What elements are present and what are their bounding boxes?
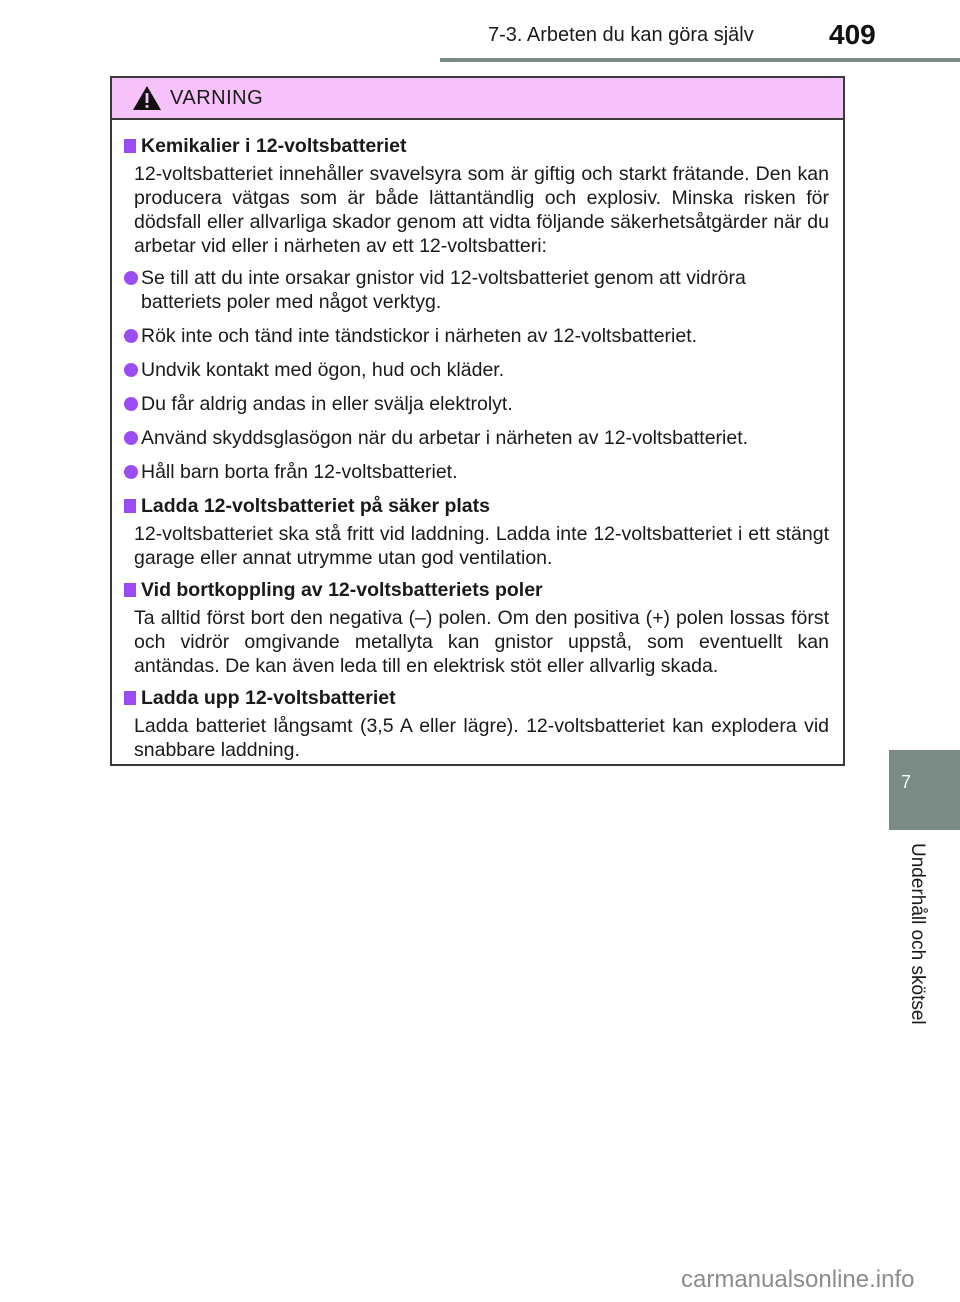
list-item: Undvik kontakt med ögon, hud och kläder. <box>124 358 829 382</box>
header-divider <box>440 58 960 62</box>
list-item: Se till att du inte orsakar gnistor vid 12-voltsbatteriet genom att vidröra batteriets poler med något verktyg. <box>124 266 829 314</box>
chapter-number: 7 <box>901 772 912 792</box>
square-bullet-icon <box>124 691 136 705</box>
section-paragraph: Ladda batteriet långsamt (3,5 A eller lägre). 12-voltsbatteriet kan explodera vid snabbare laddning. <box>134 715 829 761</box>
warning-body <box>112 120 843 762</box>
warning-title: VARNING <box>170 86 264 109</box>
circle-bullet-icon <box>124 465 138 479</box>
chapter-label: Underhåll och skötsel <box>907 843 928 1025</box>
list-item: Håll barn borta från 12-voltsbatteriet. <box>124 460 829 484</box>
circle-bullet-icon <box>124 271 138 285</box>
square-bullet-icon <box>124 499 136 513</box>
warning-header <box>112 78 843 120</box>
chapter-tab <box>889 750 960 830</box>
circle-bullet-icon <box>124 397 138 411</box>
circle-bullet-icon <box>124 431 138 445</box>
square-bullet-icon <box>124 583 136 597</box>
circle-bullet-icon <box>124 329 138 343</box>
section-paragraph: 12-voltsbatteriet innehåller svavelsyra som är giftig och starkt frätande. Den kan producera vätgas som är både lättantändlig och explosiv. Minska risken för dödsfall eller allvarliga skador genom att vidta följande säkerhetsåtgärder när du arbetar vid eller i närheten av ett 12-voltsbatteri: <box>134 163 829 257</box>
list-item: Du får aldrig andas in eller svälja elektrolyt. <box>124 392 829 416</box>
section-paragraph: Ta alltid först bort den negativa (–) polen. Om den positiva (+) polen lossas först och vidrör omgivande metallyta kan gnistor uppstå, som eventuellt kan antändas. De kan även leda till en elektrisk stöt eller allvarlig skada. <box>134 607 829 677</box>
chapter-section-title: 7-3. Arbeten du kan göra själv <box>488 24 754 46</box>
circle-bullet-icon <box>124 363 138 377</box>
watermark: carmanualsonline.info <box>681 1266 915 1293</box>
section-title: Kemikalier i 12-voltsbatteriet <box>124 134 829 158</box>
square-bullet-icon <box>124 139 136 153</box>
section-title: Vid bortkoppling av 12-voltsbatteriets poler <box>124 578 829 602</box>
section-title: Ladda upp 12-voltsbatteriet <box>124 686 829 710</box>
list-item: Använd skyddsglasögon när du arbetar i närheten av 12-voltsbatteriet. <box>124 426 829 450</box>
section-title: Ladda 12-voltsbatteriet på säker plats <box>124 494 829 518</box>
list-item: Rök inte och tänd inte tändstickor i närheten av 12-voltsbatteriet. <box>124 324 829 348</box>
section-paragraph: 12-voltsbatteriet ska stå fritt vid laddning. Ladda inte 12-voltsbatteriet i ett stängt garage eller annat utrymme utan god ventilation. <box>134 523 829 569</box>
warning-box <box>110 76 845 766</box>
warning-triangle-icon <box>132 85 162 111</box>
page-number: 409 <box>829 19 876 50</box>
